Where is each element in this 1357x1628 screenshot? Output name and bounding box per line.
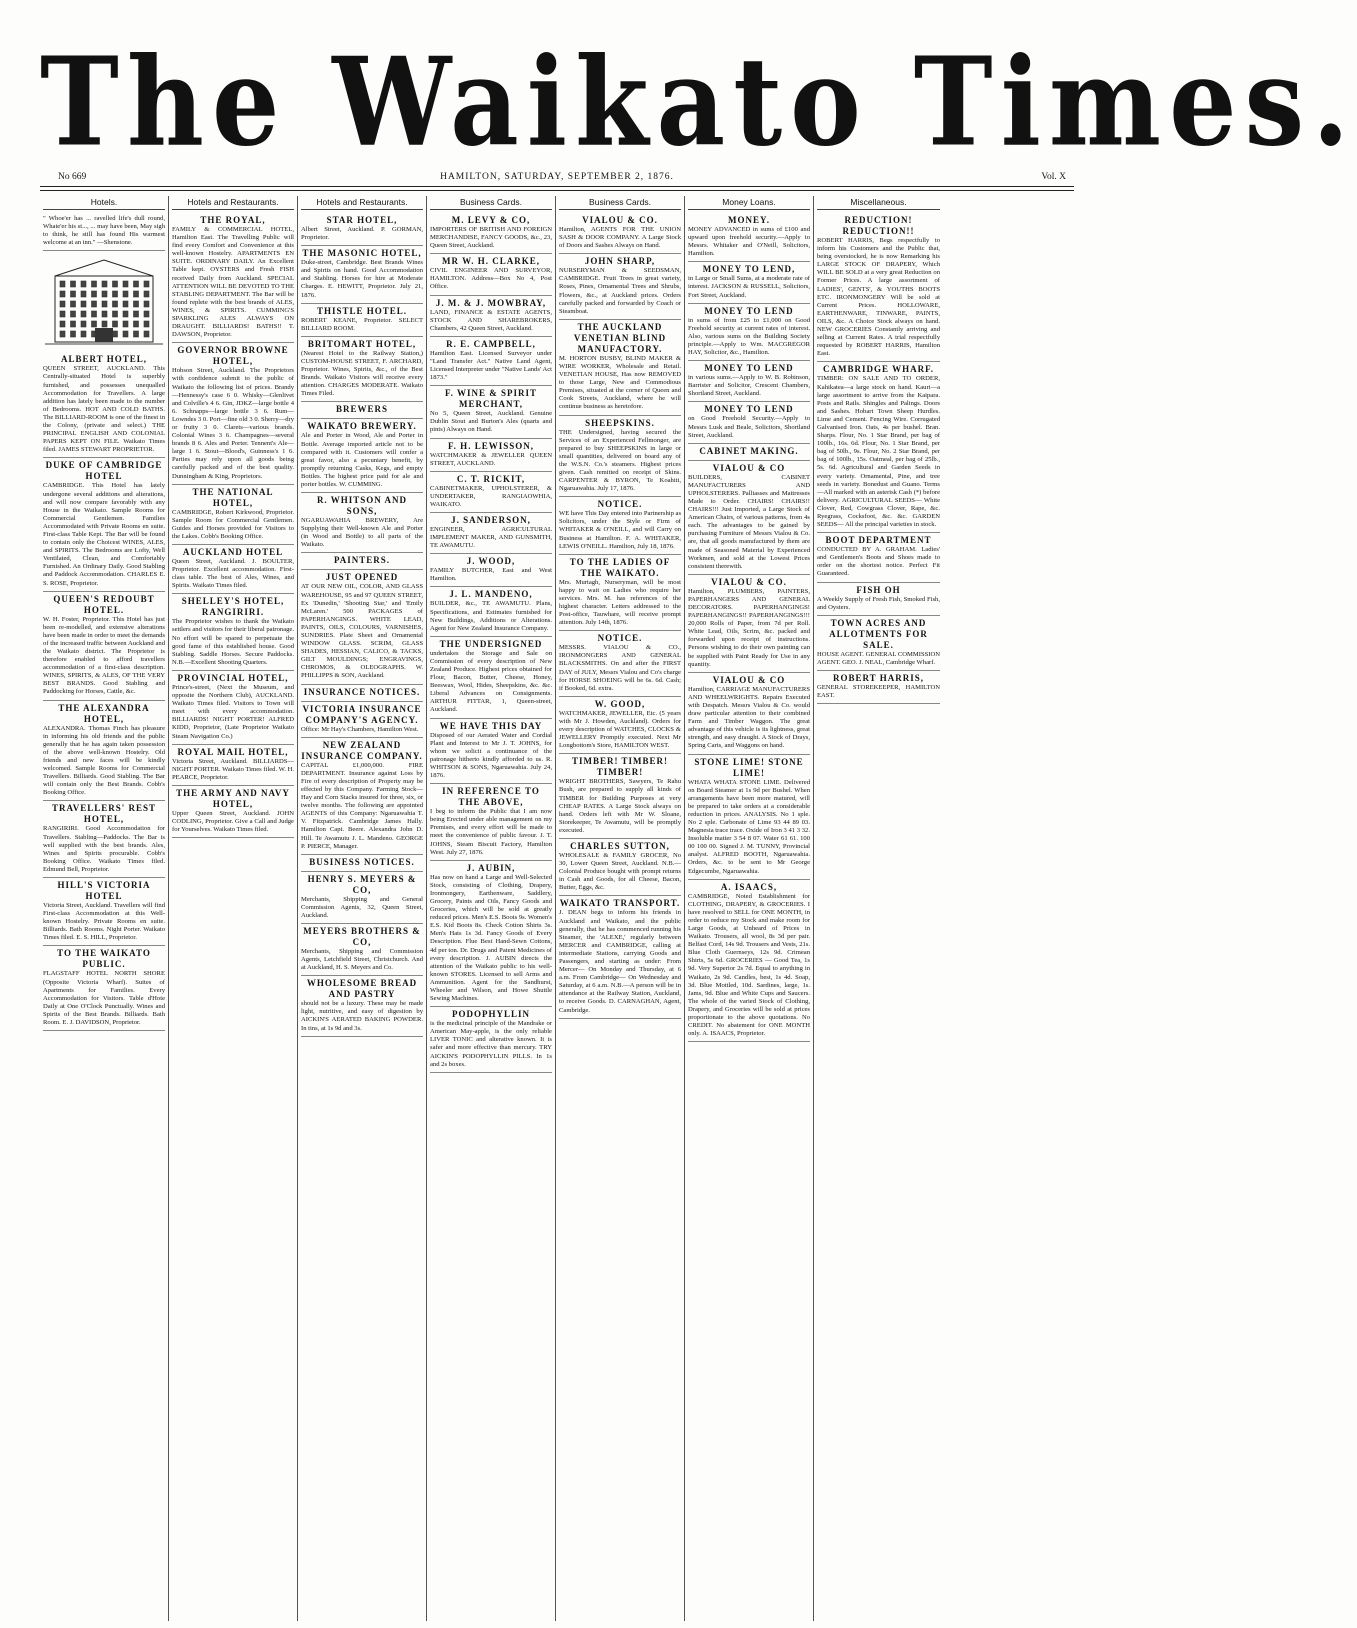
column-heading: Hotels and Restaurants. — [301, 196, 423, 210]
advertisement-body: Merchants, Shipping and General Commission Agents, 32, Queen Street, Auckland. — [301, 895, 423, 919]
advertisement — [430, 554, 552, 587]
advertisement-title: WAIKATO TRANSPORT. — [559, 898, 681, 909]
advertisement-title: ROBERT HARRIS, — [832, 672, 925, 683]
advertisement-body: on Good Freehold Security.—Apply to Messrs Lusk and Beale, Solicitors, Shortland Street, Auckland. — [688, 415, 810, 439]
advertisement-title: MONEY TO LEND — [704, 305, 794, 316]
advertisement — [817, 362, 940, 533]
advertisement-body: CIVIL ENGINEER AND SURVEYOR, HAMILTON. Address—Box No 4, Post Office. — [430, 267, 552, 291]
advertisement-body: LAND, FINANCE & ESTATE AGENTS, STOCK AND SHAREBROKERS, Chambers, 42 Queen Street, Auckland. — [430, 308, 552, 332]
advertisement-body: Hamilton, AGENTS FOR THE UNION SASH & DOOR COMPANY. A Large Stock of Doors and Sashes Always on Hand. — [559, 226, 681, 250]
advertisement — [430, 513, 552, 554]
column-heading: Hotels. — [43, 196, 165, 210]
advertisement-title: F. H. LEWISSON, — [448, 440, 534, 451]
advertisement-title: VIALOU & CO — [712, 674, 786, 685]
advertisement-body: Disposed of our Aerated Water and Cordial Plant and Interest to Mr J. T. JOHNS, for whom we solicit a continuance of the patronage hitherto kindly afforded to us. R. WHITSON & SONS, Ngaruawahia. July 24, 1876. — [430, 731, 552, 780]
advertisement-body: Queen Street, Auckland. J. BOULTER, Proprietor. Excellent accommodation. First-class table. The best of Ales, Wines, and Spirits. Waikato Times filed. — [172, 558, 294, 590]
column-3 — [298, 196, 427, 1621]
advertisement-title: R. E. CAMPBELL, — [446, 338, 536, 349]
column-heading: Business Cards. — [430, 196, 552, 210]
advertisement-body: Mrs. Murtagh, Nurseryman, will be most happy to wait on Ladies who require her services. Mrs. M. has references of the highest character. Letters addressed to the Post-office, Tauwhare, will receive prompt attention. July 14th, 1876. — [559, 578, 681, 627]
column-5 — [556, 196, 685, 1621]
advertisement-body: Upper Queen Street, Auckland. JOHN CODLING, Proprietor. Give a Call and Judge for Yourselves. Waikato Times filed. — [172, 809, 294, 834]
column-2 — [169, 196, 298, 1621]
advertisement — [301, 304, 423, 337]
advertisement-title: WHOLESOME BREAD AND PASTRY — [306, 978, 418, 1000]
advertisement-title: MONEY TO LEND — [704, 363, 794, 374]
advertisement — [559, 839, 681, 896]
advertisement-title: WE HAVE THIS DAY — [439, 720, 543, 731]
advertisement-body: in sums of from £25 to £1,000 on Good Freehold security at current rates of interest. Also, various sums on the Building Society principle.—Apply to Wm. MACGREGOR HAY, Solicitor, &c., Hamilton. — [688, 316, 810, 357]
advertisement — [688, 461, 810, 575]
advertisement-title: FISH OH — [856, 584, 901, 595]
advertisement — [559, 697, 681, 754]
advertisement-body: HOUSE AGENT. GENERAL COMMISSION AGENT. GEO. J. NEAL, Cambridge Wharf. — [817, 650, 940, 666]
advertisement — [301, 976, 423, 1036]
advertisement-title: ALBERT HOTEL, — [60, 354, 148, 365]
advertisement — [817, 213, 940, 362]
hotel-engraving-image — [45, 254, 163, 349]
advertisement-title: INSURANCE NOTICES. — [303, 686, 421, 697]
advertisement-title: GOVERNOR BROWNE HOTEL, — [177, 345, 289, 367]
advertisement — [301, 570, 423, 684]
advertisement — [301, 246, 423, 303]
advertisement-body: RANGIRIRI. Good Accommodation for Travellers. Stabling—Paddocks. The Bar is well supplied with the best brands. Ales, Wines and Spirits procurable. Cobb's Booking Office. Waikato Times filed. Edmund Bell, Proprietor. — [43, 825, 165, 873]
advertisement — [688, 575, 810, 673]
advertisement-title: F. WINE & SPIRIT MERCHANT, — [444, 388, 538, 410]
advertisement-title: THE UNDERSIGNED — [439, 638, 543, 649]
advertisement-body: CONDUCTED BY A. GRAHAM. Ladies' and Gentlemen's Boots and Shoes made to order on the shortest notice. Perfect Fit Guaranteed. — [817, 546, 940, 578]
advertisement — [430, 213, 552, 254]
advertisement-title: AUCKLAND HOTEL — [182, 547, 284, 557]
advertisement-body: in Large or Small Sums, at a moderate rate of interest. JACKSON & RUSSELL, Solicitors, Fort Street, Auckland. — [688, 275, 810, 299]
advertisement-body: WRIGHT BROTHERS, Sawyers, Te Rahu Bush, are prepared to supply all kinds of TIMBER for Building Purposes at very CHEAP RATES. A Large Stock always on hand. Orders left with Mr W. Sloane, Storekeeper, Te Awamutu, will be promptly executed. — [559, 778, 681, 834]
advertisement-title: TO THE WAIKATO PUBLIC. — [57, 948, 151, 970]
advertisement-title: THE ALEXANDRA HOTEL, — [58, 702, 150, 724]
advertisement-title: THE ROYAL, — [200, 215, 266, 225]
advertisement — [688, 880, 810, 1043]
advertisement-body: in various sums.—Apply to W. B. Robinson, Barrister and Solicitor, Crescent Chambers, Shortland Street, Auckland. — [688, 374, 810, 398]
advertisement-title: J. M. & J. MOWBRAY, — [435, 297, 547, 308]
advertisement — [43, 213, 165, 251]
advertisement-title: PROVINCIAL HOTEL, — [177, 672, 289, 683]
advertisement-title: BRITOMART HOTEL, — [307, 338, 417, 349]
advertisement-title: BUSINESS NOTICES. — [309, 856, 415, 867]
advertisement-title: BOOT DEPARTMENT — [825, 535, 932, 546]
advertisement — [172, 594, 294, 671]
advertisement-body: ENGINEER, AGRICULTURAL IMPLEMENT MAKER, AND GUNSMITH, TE AWAMUTU. — [430, 525, 552, 550]
column-heading: Miscellaneous. — [817, 196, 940, 210]
advertisement — [430, 637, 552, 719]
advertisement-title: VIALOU & CO — [712, 462, 786, 473]
advertisement-body: Hamilton, CARRIAGE MANUFACTURERS AND WHEELWRIGHTS. Repairs Executed with Despatch. Messrs Vialou & Co. would draw particular attention to their combined Farm and Timber Waggon. The great advantage of this vehicle is its lightness, great strength, and easy draught. A Stock of Drays, Spring Carts, and Waggons on hand. — [688, 685, 810, 750]
advertisement — [559, 254, 681, 320]
advertisement-title: THE ARMY AND NAVY HOTEL, — [176, 787, 290, 809]
newspaper-title: The Waikato Times. — [40, 29, 1357, 174]
advertisement — [301, 337, 423, 403]
advertisement-title: NOTICE. — [597, 633, 643, 644]
column-heading: Hotels and Restaurants. — [172, 196, 294, 210]
advertisement — [430, 587, 552, 636]
advertisement-title: QUEEN'S REDOUBT HOTEL. — [53, 593, 155, 615]
advertisement-body: MESSRS. VIALOU & CO., IRONMONGERS AND GENERAL BLACKSMITHS. On and after the FIRST DAY of JULY, Messrs Vialou and Co's charge for HORSE SHOEING will be 6s. 6d. Cash; if Booked, 6d. extra. — [559, 644, 681, 692]
advertisement — [430, 472, 552, 513]
advertisement-body: WE have This Day entered into Partnership as Solicitors, under the Style or Firm of WHITAKER & O'NEILL, and will Carry on Business at Hamilton. F. A. WHITAKER, LEWIS O'NEILL. Hamilton, July 18, 1876. — [559, 510, 682, 550]
advertisement-title: PAINTERS. — [333, 555, 391, 566]
advertisement-title: JOHN SHARP, — [584, 256, 656, 267]
advertisement — [688, 673, 810, 755]
masthead-rule — [40, 190, 1074, 193]
advertisement-body: M. HORTON BUSBY, BLIND MAKER & WIRE WORKER, Wholesale and Retail. VENETIAN HOUSE, Has now REMOVED to those Large, New and Commodious Premises, situated at the corner of Queen and Cook Streets, Auckland, where he will continue business as heretofore. — [559, 354, 681, 411]
advertisement-title: J. AUBIN, — [466, 862, 516, 873]
advertisement — [301, 702, 423, 738]
advertisement — [172, 671, 294, 745]
advertisement — [43, 701, 165, 802]
advertisement-title: DUKE OF CAMBRIDGE HOTEL — [45, 460, 163, 482]
advertisement — [301, 213, 423, 246]
advertisement — [301, 685, 423, 702]
advertisement-body: WATCHMAKER, JEWELLER, Etc. (5 years with Mr J. Howden, Auckland). Orders for every description of WATCHES, CLOCKS & JEWELLERY Promptly executed. Next Mr Longbottom's Store, HAMILTON WEST. — [559, 709, 681, 750]
advertisement-body: AT OUR NEW OIL, COLOR, AND GLASS WAREHOUSE, 95 and 97 QUEEN STREET, Ex 'Dunedin,' 'Shooting Star,' and 'Emily McLaren.' 500 PACKAGES of PAPERHANGINGS. WHITE LEAD, PAINTS, OILS, COLOURS, VARNISHES, SUNDRIES. Plate Sheet and Ornamental WINDOW GLASS. SCRIM, GLASS SHADES, HESSIAN, CALICO, & TACKS, GILT MOULDINGS; ENGRAVINGS, CHROMOS, & OLEOGRAPHS. W. PHILLIPPS & SON, Auckland. — [301, 583, 423, 680]
advertisement-title: THISTLE HOTEL. — [316, 305, 408, 316]
advertisement-body: A Weekly Supply of Fresh Fish, Smoked Fish, and Oysters. — [817, 595, 940, 611]
advertisement — [301, 553, 423, 570]
advertisement-title: REDUCTION! REDUCTION!! — [842, 215, 915, 236]
advertisement-title: THE AUCKLAND VENETIAN BLIND MANUFACTORY. — [573, 321, 667, 354]
advertisement-body: (Nearest Hotel to the Railway Station,) CUSTOM-HOUSE STREET, F. ARCHARD, Proprietor. Wines, Spirits, &c., of the Best Brands. Waikato Visitors will receive every attention. CHARGES MODERATE. Waikato Times Filed. — [301, 349, 423, 398]
advertisement-title: IN REFERENCE TO THE ABOVE, — [442, 786, 540, 808]
advertisement-title: STONE LIME! STONE LIME! — [694, 756, 804, 778]
column-7 — [814, 196, 943, 1621]
advertisement-title: R. WHITSON AND SONS, — [316, 495, 408, 517]
advertisement-body: I beg to inform the Public that I am now being Erected under able management on my Premises, and every effort will be made to meet the convenience of public favour. J. T. JOHNS, Steam Biscuit Factory, Hamilton West. July 27, 1876. — [430, 808, 552, 856]
advertisement — [559, 631, 681, 697]
advertisement-title: HENRY S. MEYERS & CO, — [307, 873, 417, 895]
advertisement — [43, 352, 165, 458]
advertisement — [172, 745, 294, 786]
advertisement-body: CAMBRIDGE, Noted Establishment for CLOTHING, DRAPERY, & GROCERIES. I have resolved to SELL for ONE MONTH, in order to reduce my Stock and make room for Large Goods, at Unheard of Prices in Waikato. Trousers, all wool, 8s 3d per pair. Belfast Cord, 14s 9d. Trousers and Vests, 21s. Blue Cloth Guernseys, 12s 9d. Crimean Shirts, 5s 6d. GROCERIES — Good Tea, 1s 9d. Very Superior 2s 7d. Equal to anything in Waikato, 2s 9d. Candles, best, 1s 4d. Soap, 3d. Blue Mottled, 10d. Sardines, large, 1s. Jams, 9d. Blue and White Cups and Saucers. The whole of the varied Stock of Clothing, Drapery, and Groceries will be sold at prices proportionate to the above quotations. No CREDIT. No abatement for ONE MONTH only. A. ISAACS, Proprietor. — [688, 892, 810, 1038]
masthead — [40, 29, 1357, 174]
advertisement — [172, 485, 294, 545]
advertisement — [817, 616, 940, 671]
advertisement-title: W. GOOD, — [594, 698, 646, 709]
advertisement-title: STAR HOTEL, — [326, 215, 398, 225]
advertisement-body: CABINETMAKER, UPHOLSTERER, & UNDERTAKER, RANGIAOWHIA, WAIKATO. — [430, 484, 552, 508]
advertisement-body: Hamilton, PLUMBERS, PAINTERS, PAPERHANGERS AND GENERAL DECORATORS. PAPERHANGINGS! PAPERHANGINGS!! PAPERHANGINGS!!! 20,000 Rolls of Paper, from 7d per Roll. White Lead, Oils, Scrim, &c. packed and forwarded upon receipt of instructions. Persons wishing to do their own painting can be supplied with Paint Ready for Use in any quantity. — [688, 587, 810, 668]
advertisement — [430, 1007, 552, 1073]
advertisement-title: CAMBRIDGE WHARF. — [822, 364, 934, 375]
advertisement — [301, 402, 423, 419]
advertisement-title: HILL'S VICTORIA HOTEL — [57, 879, 151, 901]
advertisement-body: CAMBRIDGE, Robert Kirkwood, Proprietor. Sample Room for Commercial Gentlemen. Guides and Horses provided for Visitors to the Lakes. Cobb's Booking Office. — [172, 508, 294, 540]
advertisement-title: M. LEVY & CO, — [451, 215, 531, 225]
advertisement — [430, 337, 552, 386]
advertisement-body: is the medicinal principle of the Mandrake or American May-apple, is the only reliable LIVER TONIC and alterative known. It is safer and more effective than mercury. TRY AICKIN'S PODOPHYLLIN PILLS. In 1s and 2s boxes. — [430, 1020, 552, 1068]
advertisement — [430, 386, 552, 438]
advertisement-title: TRAVELLERS' REST HOTEL, — [51, 803, 157, 825]
advertisement — [301, 855, 423, 872]
advertisement-title: TO THE LADIES OF THE WAIKATO. — [569, 556, 671, 578]
advertisement-title: MONEY. — [728, 215, 770, 225]
advertisement-body: CAMBRIDGE. This Hotel has lately undergone several additions and alterations, and will now compare favorably with any House in the Waikato. Sample Rooms for Commercial Gentlemen. Families Accommodated with Private Rooms en suite. First-class Table Kept. The Bar will be found to contain only the Choicest WINES, ALES, and SPIRITS. The Bedrooms are Lofty, Well Ventilated, Clean, and Comfortably Furnished. An Ordinary Daily. Good Stabling and Paddock Accommodation. CHARLES E. S. ROSE, Proprietor. — [43, 482, 165, 587]
advertisement-body: Merchants, Shipping and Commission Agents, Letchfield Street, Christchurch. And at Auckland, H. S. Meyers and Co. — [301, 947, 423, 972]
advertisement — [430, 254, 552, 295]
advertisement-body: should not be a luxury. These may be made light, nutritive, and easy of digestion by AICKIN'S AERATED BAKING POWDER. In tins, at 1s 9d and 3s. — [301, 1000, 423, 1032]
advertisement — [559, 555, 681, 632]
dateline — [40, 170, 1074, 187]
column-4 — [427, 196, 556, 1621]
advertisement — [688, 402, 810, 443]
advertisement-body: QUEEN STREET, AUCKLAND. This Centrally-situated Hotel is superbly furnished, and possesses unequalled Accommodation for Travellers. A large addition has lately been made to the number of Bedrooms. HOT AND COLD BATHS. The BILLIARD-ROOM is one of the finest in the Colony, (private and select.) THE PRINCIPAL ENGLISH AND COLONIAL PAPERS KEPT ON FILE. Waikato Times filed. JAMES STEWART PROPRIETOR. — [43, 365, 165, 454]
advertisement-body: Prince's-street, (Next the Museum, and opposite the Northern Club), AUCKLAND. Waikato Times filed. Visitors to Town will meet with every accommodation. BILLIARDS! NIGHT PORTER! ALFRED KIDD, Proprietor, (Late Proprietor Waikato Steam Navigation Co.) — [172, 683, 294, 740]
advertisement-title: J. WOOD, — [466, 556, 516, 567]
advertisement-title: NEW ZEALAND INSURANCE COMPANY. — [301, 739, 423, 761]
advertisement — [559, 320, 681, 416]
advertisement — [172, 545, 294, 594]
advertisement — [43, 801, 165, 878]
column-6 — [685, 196, 814, 1621]
advertisement — [559, 213, 681, 254]
advertisement-body: W. H. Foster, Proprietor. This Hotel has just been re-modelled, and extensive alterations have been made in order to meet the demands of the increased traffic between Auckland and the Waikato district. The Proprietor is therefore enabled to afford travellers accommodation of a first-class description. WINES, SPIRITS, & ALES, OF THE VERY BEST BRANDS. Good Stabling and Paddocking for Horses, Cattle, &c. — [43, 615, 165, 696]
advertisement-body: NGARUAWAHIA BREWERY, Are Supplying their Well-known Ale and Porter (in Wood and Bottle) to all parts of the Waikato. — [301, 517, 423, 549]
advertisement — [430, 296, 552, 337]
advertisement — [301, 738, 423, 855]
advertisement-body: Victoria Street, Auckland. BILLIARDS—NIGHT PORTER. Waikato Times filed. W. H. PEARCE, Proprietor. — [172, 757, 294, 781]
advertisement-body: " Whoe'er has ... ravelled life's dull round, Whate'er his st..., ... may have been, May sigh to think, he still has found His warmest welcome at an inn." —Shenstone. — [43, 215, 165, 247]
advertisement — [559, 754, 681, 839]
advertisement — [559, 497, 681, 554]
advertisement-body: FAMILY BUTCHER, East and West Hamilton. — [430, 567, 552, 583]
advertisement-title: VICTORIA INSURANCE COMPANY'S AGENCY. — [302, 703, 422, 725]
advertisement-title: THE MASONIC HOTEL, — [302, 248, 422, 259]
advertisement — [817, 583, 940, 616]
advertisement-title: MONEY TO LEND, — [702, 264, 796, 275]
volume-number: Vol. X — [1041, 172, 1066, 182]
advertisement-body: Has now on hand a Large and Well-Selected Stock, consisting of Clothing, Drapery, Ironmongery, Earthenware, Saddlery, Grocery, Paints and Oils, Fancy Goods and Groceries, which will be sold at greatly reduced prices. Men's E.S. Boots 9s. Women's E.S. Kid Boots 8s. Check Cotton Shirts 3s. Men's Hats 1s 3d. Fancy Goods of Every Description. Flue Best Hand-Sewn Cottons, 4d per ton. Dr. Drugs and Patent Medicines of every description. J. AUBIN directs the attention of the Waikato public to his well-known STORES. Licensed to sell Arms and Ammunition. Agent for the Sandhurst, Wheeler and Wilson, and Howe Shuttle Sewing Machines. — [430, 873, 552, 1003]
column-heading: Business Cards. — [559, 196, 681, 210]
advertisement — [301, 924, 423, 976]
issue-number: No 669 — [58, 172, 87, 182]
advertisement-body: TIMBER: ON SALE AND TO ORDER, Kahikatea—a large stock on hand. Kauri—a large assortment to arrive from the Kaipara. Posts and Rails. Shingles and Palings. Doors and Sashes. Hobart Town Sheep Hurdles. Lime and Cement. Fencing Wire. Corrugated Galvanised Iron. Oats, 4s per bushel. Bran. Sharps. Flour, No. 1 Star Brand, per bag of 100lb., 16s. 6d. Flour, No. 1 Star Brand, per bag of 50lb., 9s. Flour, No. 2 Star Brand, per bag of 100lb., 15s. Oatmeal, per bag of 25lb., 5s. 6d. Agricultural and Garden Seeds in every variety. Ornamental, Pine, and tree seeds in variety. Bonedust and Guano. Terms—All marked with an asterisk Cash (*) before delivery. AGRICULTURAL SEEDS— White Clover, Red, Cowgrass Clover, Rape, &c. Ryegrass, Cocksfoot, &c. &c. GARDEN SEEDS— All the principal varieties in stock. — [817, 375, 940, 529]
advertisement — [688, 262, 810, 303]
issue-date: HAMILTON, SATURDAY, SEPTEMBER 2, 1876. — [440, 172, 674, 182]
advertisement-body: No 5, Queen Street, Auckland. Genuine Dublin Stout and Burton's Ales (quarts and pints) Always on Hand. — [430, 410, 552, 434]
advertisement-title: JUST OPENED — [325, 572, 399, 583]
advertisement-title: TOWN ACRES AND ALLOTMENTS FOR SALE. — [829, 617, 928, 650]
advertisement-body: BUILDERS, CABINET MANUFACTURERS AND UPHOLSTERERS. Palliasses and Mattresses Made to Order. CHAIRS! CHAIRS!! CHAIRS!!! Just Imported, a Large Stock of American Chairs, of various patterns, from 4s each. The advantages to be gained by purchasing Furniture of Messrs Vialou & Co. are, that all goods manufactured by them are made of Seasoned Material by Experienced Workmen, and sold at the Lowest Prices consistent therewith. — [688, 473, 810, 570]
advertisement — [430, 784, 552, 861]
advertisement-body: Hobson Street, Auckland. The Proprietors with confidence submit to the public of Waikato the following list of prices. Brandy—Hennessy's case 6 0. Whisky—Glenlivet and Colville's 4 6. Gin, JDKZ—large bottle 4 6. Schnapps—large bottle 3 6. Rum—Lowndes 3 0. Port—fine old 3 0. Sherry—dry or fruity 3 0. Clarets—various brands. Colonial Wines 3 6. Champagnes—several brands 8 6. Ales and Porter. Tennent's Ale—large 1 6. Stout—Blood's, Guinness's 1 6. Parties may rely upon all goods being carefully packed and of the best quality. Dunningham & King, Proprietors. — [172, 367, 294, 480]
advertisement-body: Ale and Porter in Wood, Ale and Porter in Bottle. Average imported article not to be compared with it. Customers will confer a great favor, also a pecuniary benefit, by promptly returning Casks, Kegs, and empty Bottles. The highest price paid for ale and porter bottles. W. CUMMING. — [301, 432, 423, 488]
advertisement-title: BREWERS — [335, 404, 388, 415]
advertisement-body: FLAGSTAFF HOTEL NORTH SHORE (Opposite Victoria Wharf). Suites of Apartments for Families. Every Accommodation for Visitors. Table d'Hote Daily at One O'Clock Punctually. Wines and Spirits of the Best Brands. Billiards. Bath Room. E. J. DAVIDSON, Proprietor. — [43, 970, 165, 1026]
advertisement-body: ROBERT HARRIS, Begs respectfully to inform his Customers and the Public that, being overstocked, he is now Remarking his LARGE STOCK OF DRAPERY, Which WILL BE SOLD at a very great Reduction on Former Prices. A large assortment of LADIES', GENTS', & YOUTHS BOOTS ETC. IRONMONGERY Will be sold at Current Prices. HOLLOWARE, EARTHENWARE, TINWARE, PAINTS, OILS, &c. A Choice Stock always on hand. NEW GROCERIES Constantly arriving and selling at Current Rates. A trial respectfully requested by ROBERT HARRIS, Hamilton East. — [817, 237, 940, 358]
advertisement — [688, 755, 810, 880]
advertisement-body: undertakes the Storage and Sale on Commission of every description of New Zealand Produce. Highest prices obtained for Flour, Bacon, Butter, Cheese, Honey, Beeswax, Wool, Hides, Sheepskins, &c. &c. Liberal Advances on Consignments. ARTHUR FITTAR, 1, Queen-street, Auckland. — [430, 649, 552, 714]
advertisement — [43, 458, 165, 591]
advertisement-body: NURSERYMAN & SEEDSMAN, CAMBRIDGE. Fruit Trees in great variety, Roses, Pines, Ornamental Trees and Shrubs, Flowers, &c., at Auckland prices. Orders carefully packed and forwarded by Coach or Steamboat. — [559, 267, 681, 315]
advertisement — [43, 878, 165, 946]
advertisement-title: SHELLEY'S HOTEL, RANGIRIRI. — [181, 596, 285, 618]
advertisement — [172, 213, 294, 343]
advertisement — [817, 671, 940, 704]
advertisement-body: Victoria Street, Auckland. Travellers will find First-class Accommodation at this Well-known Hostelry. Private Rooms en suite. Billiards. Bath Rooms. Night Porter. Waikato Times filed. E. S. HILL, Proprietor. — [43, 901, 165, 942]
column-grid — [40, 196, 1074, 1621]
advertisement-body: J. DEAN begs to inform his friends in Auckland and Waikato, and the public generally, that he has commenced running his Steamer, the 'ALEXE,' regularly between MERCER and CAMBRIDGE, calling at intermediate Stations, carrying Goods and Passengers, and starting as under: From Mercer— On Monday and Thursday, at 6 a.m. From Cambridge— On Wednesday and Saturday, at 6 a.m. N.B.—A person will be in attendance at the Railway Station, Auckland, to receive Goods. D. CARNAGHAN, Agent, Cambridge. — [559, 909, 681, 1014]
advertisement-title: VIALOU & CO. — [711, 576, 787, 587]
advertisement — [301, 872, 423, 924]
advertisement-body: GENERAL STOREKEEPER, HAMILTON EAST. — [817, 683, 940, 700]
advertisement-title: MEYERS BROTHERS & CO, — [303, 925, 421, 947]
advertisement-body: ROBERT KEANE, Proprietor. SELECT BILLIARD ROOM. — [301, 316, 423, 332]
advertisement — [301, 419, 423, 493]
advertisement-title: WAIKATO BREWERY. — [307, 421, 417, 432]
advertisement-title: CABINET MAKING. — [699, 445, 799, 456]
advertisement — [559, 416, 681, 498]
advertisement-title: C. T. RICKIT, — [456, 473, 526, 484]
advertisement-title: CHARLES SUTTON, — [570, 840, 670, 851]
advertisement-title: MONEY TO LEND — [704, 404, 794, 415]
advertisement-title: MR W. H. CLARKE, — [441, 256, 540, 267]
advertisement — [559, 896, 681, 1018]
advertisement-title: A. ISAACS, — [720, 881, 778, 892]
advertisement-body: BUILDER, &c., TE AWAMUTU. Plans, Specifications, and Estimates furnished for New Buildings, Additions or Alterations. Agent for New Zealand Insurance Company. — [430, 600, 552, 632]
advertisement-body: ALEXANDRA. Thomas Finch has pleasure in informing his old friends and the public generally that he has again taken possession of the above well-known Hostelry. Old friends and new faces will be kindly welcomed. Sample Rooms for Commercial Travellers. Billiards. Good Stabling. The Bar will contain only the Best Brands. Cobb's Booking Office. — [43, 724, 165, 797]
advertisement-body: WHATA WHATA STONE LIME. Delivered on Board Steamer at 1s 9d per Bushel. When arrangements have been more matured, will be prepared to take orders at a considerable reduction in prices. ANALYSIS. No 1 sple. No 2 sple. Carbonate of Lime 93 44 89 03. Magnesia trace trace. Oxide of Iron 3 41 3 32. Insoluble matter 3 54 8 07. Water 61 61. 100 00 100 00. Signed J. M. TUNNY, Provincial analyst. ALFRED BOOTH, Ngaruawahia. Orders, &c. to be sent to Mr George Edgecumbe, Ngaruawahia. — [688, 778, 810, 875]
advertisement-title: J. SANDERSON, — [451, 514, 531, 525]
advertisement — [817, 533, 940, 582]
advertisement — [43, 592, 165, 701]
advertisement-body: Duke-street, Cambridge. Best Brands Wines and Spirits on hand. Good Accommodation and Stabling. Horses for hire at Moderate Charges. E. HEWITT, Proprietor. July 21, 1876. — [301, 259, 423, 299]
advertisement-body: MONEY ADVANCED in sums of £100 and upward upon freehold security.—Apply to Messrs. Whitaker and O'Neill, Solicitors, Hamilton. — [688, 226, 810, 258]
advertisement — [430, 719, 552, 785]
advertisement-title: ROYAL MAIL HOTEL, — [177, 746, 289, 757]
advertisement — [688, 304, 810, 361]
advertisement-body: THE Undersigned, having secured the Services of an Experienced Fellmonger, are prepared to buy SHEEPSKINS in large or small quantities, delivered on board any of the W.S.N. Co.'s steamers. Highest prices given. Cash remitted on receipt of Skins. CARPENTER & BYRON, Te Koahiti, Ngaruawahia. July 17, 1876. — [559, 428, 681, 493]
advertisement-body: Office: Mr Hay's Chambers, Hamilton West. — [301, 725, 419, 733]
advertisement-body: WHOLESALE & FAMILY GROCER, No 30, Lower Queen Street, Auckland. N.B.—Colonial Produce bought with prompt returns in Cash and Goods, for all Cheese, Bacon, Butter, Eggs, &c. — [559, 851, 681, 892]
advertisement-body: IMPORTERS OF BRITISH AND FOREIGN MERCHANDISE, FANCY GOODS, &c., 23, Queen Street, Auckland. — [430, 226, 552, 250]
advertisement-title: TIMBER! TIMBER! TIMBER! — [571, 756, 669, 778]
advertisement-body: The Proprietor wishes to thank the Waikato settlers and visitors for their liberal patronage. No effort will be spared to perpetuate the good fame of this established house. Good Stabling. Saddle Horses. Secure Paddocks. N.B.—Excellent Shooting Quarters. — [172, 618, 294, 666]
advertisement — [430, 439, 552, 472]
advertisement-title: NOTICE. — [597, 499, 643, 510]
advertisement — [688, 361, 810, 402]
advertisement-title: J. L. MANDENO, — [449, 589, 533, 600]
advertisement-title: THE NATIONAL HOTEL, — [192, 486, 274, 508]
advertisement — [430, 861, 552, 1008]
advertisement-title: PODOPHYLLIN — [451, 1009, 530, 1020]
advertisement-title: SHEEPSKINS. — [585, 417, 655, 428]
advertisement-body: WATCHMAKER & JEWELLER QUEEN STREET, AUCKLAND. — [430, 451, 552, 467]
advertisement — [43, 946, 165, 1031]
advertisement-title: VIALOU & CO. — [582, 215, 658, 225]
advertisement — [172, 786, 294, 838]
advertisement-body: FAMILY & COMMERCIAL HOTEL, Hamilton East. The Travelling Public will find every Comfort and Convenience at this well-known Hostelry. APARTMENTS EN SUITE. ORDINARY DAILY. An Excellent Table kept. OYSTERS and Fresh FISH received Daily from Auckland. SPECIAL ATTENTION WILL BE DEVOTED TO THE STABLING DEPARTMENT. The Bar will be found replete with the best brands of ALES, WINES, & SPIRITS. CUMMING'S SPARKLING ALES ALWAYS ON DRAUGHT. BILLIARDS! BATHS!! T. DAWSON, Proprietor. — [172, 226, 294, 339]
advertisement-body: CAPITAL £1,000,000. FIRE DEPARTMENT. Insurance against Loss by Fire of every description of Property may be effected by this Company. Farming Stock—Hay and Corn Stacks insured for three, six, or twelve months. The following are appointed AGENTS of this Company: Ngaruawahia T. V. Fitzpatrick. Cambridge James Hally. Hamilton Capt. Beere. Alexandra John D. Hill. Te Awamutu J. L. Mandeno. GEORGE P. PIERCE, Manager. — [301, 761, 423, 850]
advertisement — [172, 343, 294, 484]
advertisement — [301, 493, 423, 553]
advertisement — [688, 213, 810, 262]
column-1 — [40, 196, 169, 1621]
column-heading: Money Loans. — [688, 196, 810, 210]
advertisement — [688, 444, 810, 461]
advertisement-body: Albert Street, Auckland. P. GORMAN, Proprietor. — [301, 226, 423, 242]
advertisement-body: Hamilton East. Licensed Surveyor under "Land Transfer Act." Native Land Agent, Licensed Interpreter under "Native Lands' Act 1873." — [430, 349, 552, 382]
